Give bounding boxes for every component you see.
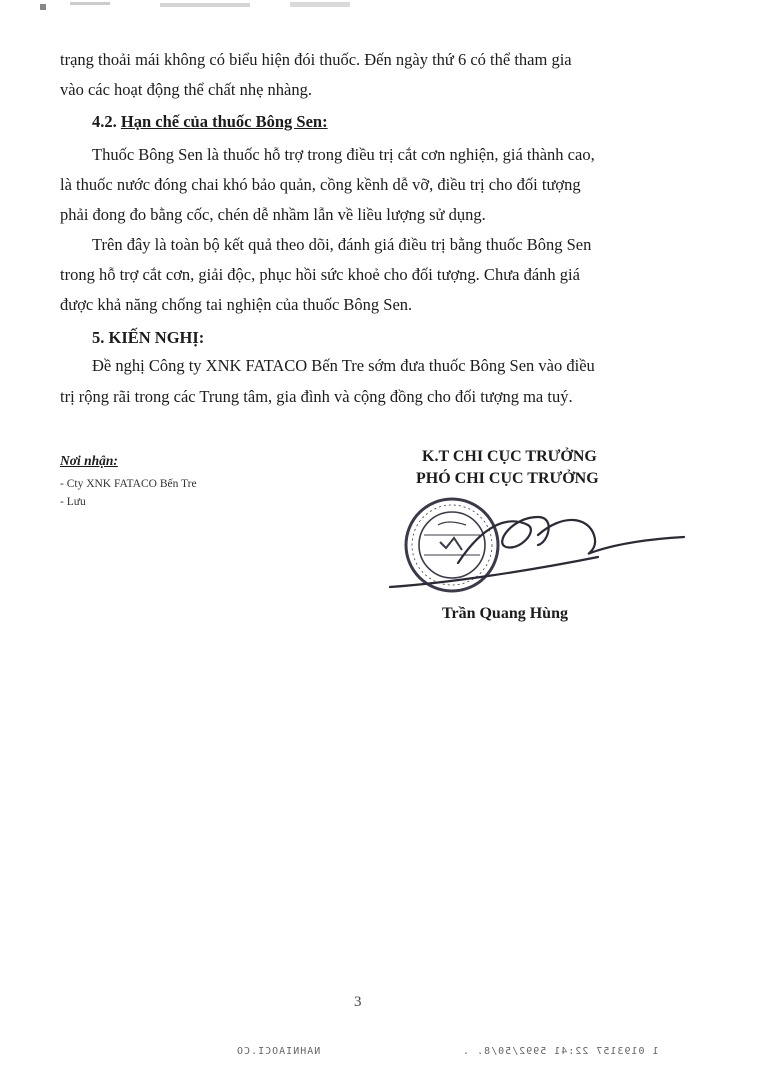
body-line: trong hỗ trợ cắt cơn, giải độc, phục hồi sức khoẻ cho đối tượng. Chưa đánh giá <box>60 265 580 284</box>
section-number: 4.2. <box>92 112 117 131</box>
body-line: Thuốc Bông Sen là thuốc hỗ trợ trong điều trị cắt cơn nghiện, giá thành cao, <box>92 145 595 164</box>
body-line: là thuốc nước đóng chai khó bảo quản, cồng kềnh dễ vỡ, điều trị cho đối tượng <box>60 175 581 194</box>
recipient-item: - Lưu <box>60 496 86 508</box>
body-line: trị rộng rãi trong các Trung tâm, gia đình và cộng đồng cho đối tượng ma tuý. <box>60 387 573 406</box>
signature-title-line2: PHÓ CHI CỤC TRƯỞNG <box>416 470 599 487</box>
body-line: vào các hoạt động thể chất nhẹ nhàng. <box>60 80 312 99</box>
section-heading-5: 5. KIẾN NGHỊ: <box>92 328 205 347</box>
body-line: được khả năng chống tai nghiện của thuốc Bông Sen. <box>60 295 413 314</box>
signature-title-line1: K.T CHI CỤC TRƯỞNG <box>422 448 597 465</box>
fax-footer-right: 1 0193157 22:41 5992/50/8. . <box>462 1046 659 1057</box>
recipients-label: Nơi nhận: <box>60 453 118 468</box>
official-seal <box>388 495 688 595</box>
fax-footer-left: NAHNIAOCI.CO <box>236 1046 321 1057</box>
body-line: trạng thoải mái không có biểu hiện đói thuốc. Đến ngày thứ 6 có thể tham gia <box>60 50 572 69</box>
scan-artifact <box>40 0 400 14</box>
handwritten-signature <box>390 517 684 587</box>
body-line: Trên đây là toàn bộ kết quả theo dõi, đánh giá điều trị bằng thuốc Bông Sen <box>92 235 592 254</box>
recipient-item: - Cty XNK FATACO Bến Tre <box>60 478 197 490</box>
body-line: Đề nghị Công ty XNK FATACO Bến Tre sớm đưa thuốc Bông Sen vào điều <box>92 356 595 375</box>
signer-name: Trần Quang Hùng <box>442 605 568 622</box>
body-line: phải đong đo bằng cốc, chén dễ nhầm lẫn về liều lượng sử dụng. <box>60 205 486 224</box>
page-number: 3 <box>354 994 362 1010</box>
section-heading-4-2 <box>92 112 692 132</box>
section-title: Hạn chế của thuốc Bông Sen: <box>120 112 328 131</box>
